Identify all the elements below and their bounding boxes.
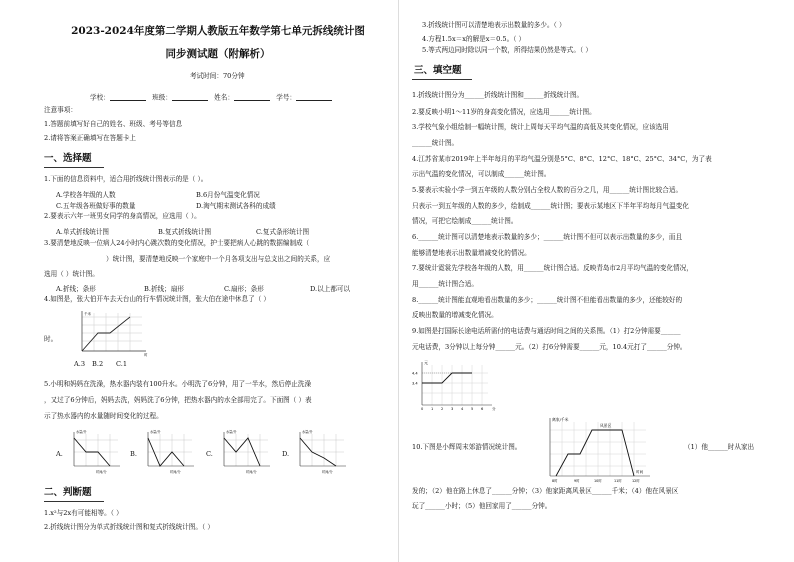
q4-line1: 4.如图是，张大伯开车去天台山的行车情况统计图，张大伯在途中休息了（ ）	[44, 295, 270, 303]
q1-stem: 1.下面的信息资料中，适合用折线统计图表示的是（ ）。	[44, 175, 208, 183]
svg-text:9时: 9时	[574, 479, 580, 483]
name-label: 姓名：	[214, 93, 234, 102]
q2-option-b[interactable]: B.复式折线统计图	[158, 228, 212, 236]
svg-text:时间/分: 时间/分	[322, 470, 333, 474]
q5-option-d[interactable]: D.	[282, 450, 290, 458]
q3-option-c[interactable]: C.扇形；条形	[224, 285, 264, 293]
fill-q4-line2: 示出气温的变化情况，可以制成______统计图。	[412, 170, 551, 178]
fill-q5-line3: 情况，可把它绘制成______统计图。	[412, 217, 518, 225]
notes-heading: 注意事项：	[44, 106, 77, 114]
q1-option-d[interactable]: D.淘气期末测试各科的成绩	[196, 202, 276, 210]
q4-option-a[interactable]: A.3	[74, 360, 86, 368]
page-title-line2: 同步测试题（附解析）	[165, 48, 271, 60]
section1-title: 一、选择题	[44, 153, 92, 164]
svg-text:时间/分: 时间/分	[170, 470, 181, 474]
fill-q10-line1: 10.下图是小辉周末郊游情况统计图。	[412, 443, 522, 451]
name-blank[interactable]	[234, 93, 270, 101]
school-label: 学校：	[90, 93, 110, 102]
svg-text:元: 元	[424, 360, 428, 365]
class-label: 班级：	[152, 93, 172, 102]
fill-q7-line2: 用______统计图合适。	[412, 280, 478, 288]
svg-text:时间/分: 时间/分	[246, 470, 257, 474]
page-title-line1: 2023-2024年度第二学期人教版五年数学第七单元拆线统计图	[71, 25, 365, 37]
q3-line2: ）统计图，要清楚地反映一个家庭中一个月各项支出与总支出之间的关系，应	[106, 255, 331, 263]
judge-q3: 3.折线统计图可以清楚地表示出数量的多少。（ ）	[422, 21, 566, 29]
fill-q10-chart	[538, 416, 654, 486]
q3-line1: 3.要清楚地反映一位病人24小时内心跳次数的变化情况，护士要把病人心跳的数据编制成（	[44, 239, 310, 247]
q1-option-c[interactable]: C.五年级各班做好事的数量	[56, 202, 136, 210]
q2-option-a[interactable]: A.单式折线统计图	[56, 228, 110, 236]
fill-q5-line2: 只表示一到五年级的人数的多少，绘制成______统计图；要表示某地区下半年平均每月气温变化	[412, 202, 689, 210]
judge-q1: 1.x²与2x有可能相等。（ ）	[44, 509, 123, 517]
fill-q9-line2: 元电话费，3分钟以上每分钟______元。（2）打6分钟需要______元，10.4元打了______分钟。	[412, 343, 687, 351]
fill-q6-line1: 6.______统计图可以清楚地表示数量的多少；______统计图不但可以表示出数量的多少，而且	[412, 233, 683, 241]
info-line	[90, 93, 332, 101]
q2-stem: 2.要表示六年一班男女同学的身高情况，应选用（ ）。	[44, 212, 201, 220]
svg-text:风景区: 风景区	[600, 423, 612, 428]
svg-text:水量/升: 水量/升	[226, 430, 237, 434]
svg-text:6: 6	[481, 407, 484, 411]
fill-q1: 1.折线统计图分为______折线统计图和______折线统计图。	[412, 91, 584, 99]
svg-text:3.4: 3.4	[412, 381, 418, 386]
svg-text:3: 3	[451, 407, 454, 411]
q5-option-b[interactable]: B.	[130, 450, 137, 458]
q1-option-b[interactable]: B.6月份气温变化情况	[196, 191, 260, 199]
svg-text:10时: 10时	[594, 479, 602, 483]
svg-text:4: 4	[461, 407, 464, 411]
judge-q5: 5.等式两边同时除以同一个数，所得结果仍然是等式。（ ）	[422, 46, 592, 54]
svg-text:时间: 时间	[636, 470, 644, 474]
section3-title: 三、填空题	[414, 65, 462, 76]
svg-text:8时: 8时	[552, 479, 558, 483]
exam-time: 考试时间：70分钟	[190, 72, 245, 80]
q4-option-c[interactable]: C.1	[116, 360, 128, 368]
column-divider	[398, 0, 399, 562]
svg-text:水量/升: 水量/升	[76, 430, 87, 434]
q4-xlabel: 时	[144, 353, 148, 357]
fill-q8-line2: 反映出数量的增减变化情况。	[412, 311, 498, 319]
q4-option-b[interactable]: B.2	[92, 360, 104, 368]
fill-q10-line3: 玩了______小时；（5）他回家用了______分钟。	[412, 502, 552, 510]
svg-text:11时: 11时	[614, 479, 622, 483]
svg-text:0: 0	[421, 407, 424, 411]
number-label: 学号：	[276, 93, 297, 102]
q5-line1: 5.小明和妈妈在洗澡，热水器内装有100升水。小明洗了6分钟，用了一半水，然后停止洗澡	[44, 380, 312, 388]
q5-option-c[interactable]: C.	[206, 450, 213, 458]
class-blank[interactable]	[172, 93, 208, 101]
q5-line2: ，又过了6分钟后，妈妈去洗，妈妈洗了6分钟，把热水器内的水全部用完了。下面图（ ）表	[44, 396, 312, 404]
fill-q9-line1: 9.如图是打国际长途电话所需付的电话费与通话时间之间的关系图。（1）打2分钟需要______	[412, 327, 681, 335]
svg-text:4.4: 4.4	[412, 371, 418, 376]
q5-line3: 示了热水器内的水量随时间变化的过程。	[44, 412, 163, 420]
svg-text:离家/千米: 离家/千米	[552, 417, 569, 422]
q4-line2: 时。	[44, 335, 58, 343]
fill-q2: 2.要反映小明1～11岁的身高变化情况，应选用______统计图。	[412, 108, 596, 116]
section1-underline	[44, 167, 104, 168]
judge-q4: 4.方程1.5x＝x的解是x＝0.5。（ ）	[422, 35, 526, 43]
fill-q9-line	[422, 373, 472, 383]
section3-underline	[412, 79, 472, 80]
fill-q10-line	[556, 430, 634, 476]
svg-text:水量/升: 水量/升	[150, 430, 161, 434]
fill-q3-line2: ______统计图。	[412, 139, 459, 147]
svg-text:1: 1	[431, 407, 434, 411]
q3-option-a[interactable]: A.折线；条形	[56, 285, 96, 293]
note-2: 2.请将答案正确填写在答题卡上	[44, 134, 137, 142]
q2-option-c[interactable]: C.复式条形统计图	[256, 228, 310, 236]
q4-chart	[72, 309, 150, 359]
judge-q2: 2.折线统计图分为单式折线统计图和复式折线统计图。（ ）	[44, 523, 214, 531]
q5-chart-a[interactable]	[66, 428, 122, 476]
svg-text:分: 分	[492, 407, 496, 411]
q5-chart-d[interactable]	[292, 428, 348, 476]
svg-text:12时: 12时	[632, 479, 640, 483]
note-1: 1.答题前填写好自己的姓名、班级、考号等信息	[44, 120, 183, 128]
school-blank[interactable]	[110, 93, 146, 101]
q3-option-b[interactable]: B.折线；扇形	[144, 285, 184, 293]
q1-option-a[interactable]: A.学校各年级的人数	[56, 191, 116, 199]
fill-q4-line1: 4.江苏省某市2019年上半年每月的平均气温分别是5°C、8°C、12°C、18°C、25°C、34°C，为了表	[412, 155, 712, 163]
fill-q5-line1: 5.要表示实验小学一到五年级的人数分别占全校人数的百分之几，用______统计图比较合适。	[412, 186, 683, 194]
fill-q7-line1: 7.要统计霓裳先学校各年级的人数，用______统计图合适。反映青岛市2月平均气温的变化情况，	[412, 264, 693, 272]
svg-text:2: 2	[441, 407, 444, 411]
fill-q6-line2: 能够清楚地表示出数量增减变化的情况。	[412, 249, 531, 257]
svg-text:5: 5	[471, 407, 474, 411]
number-blank[interactable]	[296, 93, 332, 101]
section2-title: 二、判断题	[44, 487, 92, 498]
section2-underline	[44, 501, 104, 502]
fill-q3-line1: 3.学校气象小组绘制一幅统计图，统计上周每天平均气温的高低及其变化情况，应该选用	[412, 123, 669, 131]
fill-q10-right: （1）他______时从家出	[684, 443, 755, 451]
svg-text:水量/升: 水量/升	[302, 430, 313, 434]
fill-q10-line2: 发的；（2）他在路上休息了______分钟；（3）他家距离风景区______千米；（4）他在风景区	[412, 487, 679, 495]
q5-chart-b[interactable]	[140, 428, 196, 476]
q3-line3: 选用（ ）统计图。	[44, 270, 99, 278]
q5-option-a[interactable]: A.	[56, 450, 63, 458]
svg-text:时间/分: 时间/分	[96, 470, 107, 474]
q3-option-d[interactable]: D.以上都可以	[310, 285, 351, 293]
q4-ylabel: 千米	[84, 312, 91, 316]
fill-q9-chart	[412, 359, 498, 413]
fill-q8-line1: 8.______统计图能直观地看出数量的多少；______统计图不但能看出数量的多少，还能较好的	[412, 296, 683, 304]
q5-chart-c[interactable]	[216, 428, 272, 476]
